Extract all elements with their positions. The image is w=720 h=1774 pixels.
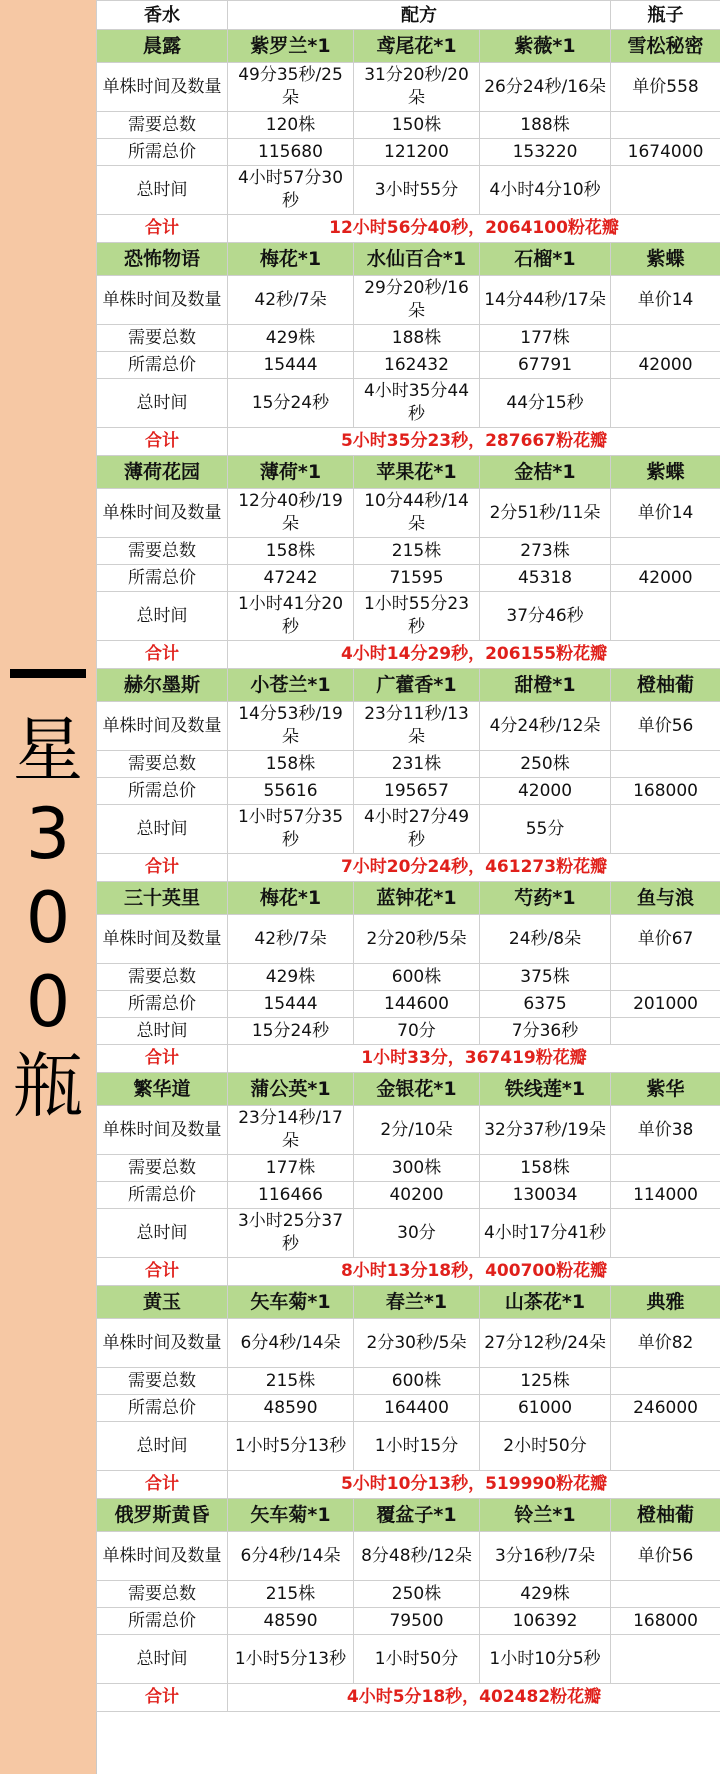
value-cell: 115680 <box>228 139 354 166</box>
recipe-total-row <box>97 854 720 882</box>
total-label: 合计 <box>97 854 228 882</box>
total-price-row <box>97 139 720 166</box>
value-cell: 单价82 <box>611 1319 720 1368</box>
value-cell: 3分16秒/7朵 <box>480 1532 611 1581</box>
value-cell: 40200 <box>354 1182 480 1209</box>
bottle-name: 雪松秘密 <box>611 30 720 63</box>
value-cell: 单价56 <box>611 1532 720 1581</box>
value-cell <box>611 1635 720 1684</box>
value-cell: 1674000 <box>611 139 720 166</box>
row-label: 所需总价 <box>97 1608 228 1635</box>
row-label: 总时间 <box>97 1422 228 1471</box>
value-cell: 153220 <box>480 139 611 166</box>
value-cell: 7分36秒 <box>480 1018 611 1045</box>
row-label: 所需总价 <box>97 139 228 166</box>
value-cell: 27分12秒/24朵 <box>480 1319 611 1368</box>
total-time-row <box>97 379 720 428</box>
value-cell: 273株 <box>480 538 611 565</box>
value-cell: 201000 <box>611 991 720 1018</box>
value-cell: 31分20秒/20朵 <box>354 63 480 112</box>
value-cell <box>611 1155 720 1182</box>
value-cell: 37分46秒 <box>480 592 611 641</box>
value-cell: 6分4秒/14朵 <box>228 1319 354 1368</box>
flower-ingredient: 矢车菊*1 <box>228 1286 354 1319</box>
flower-ingredient: 梅花*1 <box>228 882 354 915</box>
row-label: 需要总数 <box>97 751 228 778</box>
value-cell: 6375 <box>480 991 611 1018</box>
row-label: 总时间 <box>97 1209 228 1258</box>
total-count-row <box>97 538 720 565</box>
value-cell: 29分20秒/16朵 <box>354 276 480 325</box>
row-label: 需要总数 <box>97 1368 228 1395</box>
value-cell: 188株 <box>354 325 480 352</box>
value-cell: 14分53秒/19朵 <box>228 702 354 751</box>
side-title-banner <box>0 0 97 1774</box>
value-cell <box>611 166 720 215</box>
row-label: 单株时间及数量 <box>97 915 228 964</box>
side-title-char: 瓶 <box>13 1044 83 1127</box>
value-cell: 215株 <box>354 538 480 565</box>
value-cell: 1小时41分20秒 <box>228 592 354 641</box>
value-cell: 250株 <box>480 751 611 778</box>
row-label: 所需总价 <box>97 565 228 592</box>
value-cell: 44分15秒 <box>480 379 611 428</box>
value-cell: 300株 <box>354 1155 480 1182</box>
value-cell: 24秒/8朵 <box>480 915 611 964</box>
total-label: 合计 <box>97 1471 228 1499</box>
value-cell: 250株 <box>354 1581 480 1608</box>
value-cell: 单价56 <box>611 702 720 751</box>
value-cell <box>611 1368 720 1395</box>
total-summary: 1小时33分，367419粉花瓣 <box>228 1045 720 1073</box>
value-cell: 177株 <box>480 325 611 352</box>
row-label: 总时间 <box>97 1018 228 1045</box>
recipe-title-row <box>97 30 720 63</box>
recipe-total-row <box>97 1684 720 1712</box>
total-count-row <box>97 964 720 991</box>
total-summary: 8小时13分18秒，400700粉花瓣 <box>228 1258 720 1286</box>
recipe-table <box>96 0 720 1712</box>
value-cell: 429株 <box>228 325 354 352</box>
total-count-row <box>97 112 720 139</box>
bottle-name: 典雅 <box>611 1286 720 1319</box>
total-label: 合计 <box>97 1045 228 1073</box>
value-cell: 168000 <box>611 1608 720 1635</box>
value-cell: 23分11秒/13朵 <box>354 702 480 751</box>
total-summary: 7小时20分24秒，461273粉花瓣 <box>228 854 720 882</box>
value-cell: 177株 <box>228 1155 354 1182</box>
perfume-name: 俄罗斯黄昏 <box>97 1499 228 1532</box>
total-summary: 5小时35分23秒，287667粉花瓣 <box>228 428 720 456</box>
value-cell: 26分24秒/16朵 <box>480 63 611 112</box>
header-recipe: 配方 <box>228 1 611 30</box>
value-cell: 4小时17分41秒 <box>480 1209 611 1258</box>
row-label: 需要总数 <box>97 964 228 991</box>
recipe-total-row <box>97 1258 720 1286</box>
row-label: 总时间 <box>97 1635 228 1684</box>
value-cell: 23分14秒/17朵 <box>228 1106 354 1155</box>
value-cell: 15分24秒 <box>228 1018 354 1045</box>
value-cell: 1小时10分5秒 <box>480 1635 611 1684</box>
value-cell: 32分37秒/19朵 <box>480 1106 611 1155</box>
value-cell: 2分51秒/11朵 <box>480 489 611 538</box>
row-label: 所需总价 <box>97 778 228 805</box>
unit-time-row <box>97 63 720 112</box>
row-label: 单株时间及数量 <box>97 1532 228 1581</box>
value-cell: 79500 <box>354 1608 480 1635</box>
flower-ingredient: 小苍兰*1 <box>228 669 354 702</box>
value-cell: 单价558 <box>611 63 720 112</box>
row-label: 所需总价 <box>97 1395 228 1422</box>
value-cell: 30分 <box>354 1209 480 1258</box>
recipe-total-row <box>97 641 720 669</box>
recipe-table-container <box>96 0 720 1712</box>
flower-ingredient: 蒲公英*1 <box>228 1073 354 1106</box>
value-cell: 429株 <box>228 964 354 991</box>
value-cell: 164400 <box>354 1395 480 1422</box>
value-cell <box>611 112 720 139</box>
recipe-title-row <box>97 882 720 915</box>
recipe-title-row <box>97 243 720 276</box>
bottle-name: 紫华 <box>611 1073 720 1106</box>
side-title-char: 0 <box>25 876 71 959</box>
value-cell: 单价38 <box>611 1106 720 1155</box>
recipe-title-row <box>97 1499 720 1532</box>
value-cell: 4小时57分30秒 <box>228 166 354 215</box>
total-time-row <box>97 1018 720 1045</box>
total-summary: 5小时10分13秒，519990粉花瓣 <box>228 1471 720 1499</box>
recipe-total-row <box>97 1045 720 1073</box>
value-cell: 42秒/7朵 <box>228 276 354 325</box>
recipe-total-row <box>97 428 720 456</box>
value-cell: 单价67 <box>611 915 720 964</box>
flower-ingredient: 梅花*1 <box>228 243 354 276</box>
value-cell: 231株 <box>354 751 480 778</box>
total-label: 合计 <box>97 215 228 243</box>
row-label: 需要总数 <box>97 538 228 565</box>
flower-ingredient: 广藿香*1 <box>354 669 480 702</box>
value-cell: 8分48秒/12朵 <box>354 1532 480 1581</box>
total-time-row <box>97 1422 720 1471</box>
value-cell <box>611 1422 720 1471</box>
total-count-row <box>97 1368 720 1395</box>
value-cell: 1小时50分 <box>354 1635 480 1684</box>
recipe-total-row <box>97 215 720 243</box>
value-cell: 6分4秒/14朵 <box>228 1532 354 1581</box>
value-cell <box>611 805 720 854</box>
total-price-row <box>97 352 720 379</box>
value-cell: 1小时57分35秒 <box>228 805 354 854</box>
value-cell: 158株 <box>228 751 354 778</box>
perfume-name: 恐怖物语 <box>97 243 228 276</box>
value-cell: 158株 <box>480 1155 611 1182</box>
value-cell: 70分 <box>354 1018 480 1045</box>
value-cell: 47242 <box>228 565 354 592</box>
perfume-name: 赫尔墨斯 <box>97 669 228 702</box>
value-cell: 375株 <box>480 964 611 991</box>
value-cell: 130034 <box>480 1182 611 1209</box>
unit-time-row <box>97 915 720 964</box>
row-label: 需要总数 <box>97 325 228 352</box>
bottle-name: 橙柚葡 <box>611 1499 720 1532</box>
perfume-name: 三十英里 <box>97 882 228 915</box>
total-price-row <box>97 1608 720 1635</box>
value-cell: 10分44秒/14朵 <box>354 489 480 538</box>
total-price-row <box>97 778 720 805</box>
total-label: 合计 <box>97 1258 228 1286</box>
total-count-row <box>97 1155 720 1182</box>
flower-ingredient: 春兰*1 <box>354 1286 480 1319</box>
recipe-table-body <box>97 1 720 1712</box>
row-label: 总时间 <box>97 379 228 428</box>
bottle-name: 紫蝶 <box>611 456 720 489</box>
row-label: 所需总价 <box>97 991 228 1018</box>
header-row <box>97 1 720 30</box>
value-cell: 14分44秒/17朵 <box>480 276 611 325</box>
flower-ingredient: 矢车菊*1 <box>228 1499 354 1532</box>
total-count-row <box>97 1581 720 1608</box>
value-cell: 2分20秒/5朵 <box>354 915 480 964</box>
value-cell: 3小时25分37秒 <box>228 1209 354 1258</box>
row-label: 需要总数 <box>97 112 228 139</box>
flower-ingredient: 鸢尾花*1 <box>354 30 480 63</box>
value-cell <box>611 1018 720 1045</box>
flower-ingredient: 薄荷*1 <box>228 456 354 489</box>
value-cell: 42000 <box>480 778 611 805</box>
perfume-name: 繁华道 <box>97 1073 228 1106</box>
row-label: 所需总价 <box>97 352 228 379</box>
bottle-name: 橙柚葡 <box>611 669 720 702</box>
value-cell <box>611 1581 720 1608</box>
header-bottle: 瓶子 <box>611 1 720 30</box>
row-label: 单株时间及数量 <box>97 489 228 538</box>
flower-ingredient: 石榴*1 <box>480 243 611 276</box>
side-title-char: 0 <box>25 960 71 1043</box>
value-cell: 150株 <box>354 112 480 139</box>
value-cell: 12分40秒/19朵 <box>228 489 354 538</box>
value-cell: 121200 <box>354 139 480 166</box>
flower-ingredient: 芍药*1 <box>480 882 611 915</box>
value-cell: 429株 <box>480 1581 611 1608</box>
total-summary: 4小时5分18秒，402482粉花瓣 <box>228 1684 720 1712</box>
header-perfume: 香水 <box>97 1 228 30</box>
total-price-row <box>97 1182 720 1209</box>
perfume-name: 黄玉 <box>97 1286 228 1319</box>
total-price-row <box>97 565 720 592</box>
total-count-row <box>97 751 720 778</box>
unit-time-row <box>97 1106 720 1155</box>
value-cell: 45318 <box>480 565 611 592</box>
value-cell: 单价14 <box>611 489 720 538</box>
value-cell: 116466 <box>228 1182 354 1209</box>
value-cell: 67791 <box>480 352 611 379</box>
bottle-name: 鱼与浪 <box>611 882 720 915</box>
value-cell: 61000 <box>480 1395 611 1422</box>
row-label: 需要总数 <box>97 1581 228 1608</box>
value-cell: 188株 <box>480 112 611 139</box>
value-cell: 48590 <box>228 1608 354 1635</box>
value-cell: 1小时55分23秒 <box>354 592 480 641</box>
total-time-row <box>97 592 720 641</box>
value-cell: 2分/10朵 <box>354 1106 480 1155</box>
value-cell <box>611 538 720 565</box>
value-cell: 1小时5分13秒 <box>228 1422 354 1471</box>
perfume-name: 薄荷花园 <box>97 456 228 489</box>
row-label: 总时间 <box>97 805 228 854</box>
value-cell: 120株 <box>228 112 354 139</box>
unit-time-row <box>97 489 720 538</box>
unit-time-row <box>97 276 720 325</box>
value-cell: 单价14 <box>611 276 720 325</box>
row-label: 总时间 <box>97 592 228 641</box>
unit-time-row <box>97 1319 720 1368</box>
total-price-row <box>97 1395 720 1422</box>
total-time-row <box>97 805 720 854</box>
row-label: 单株时间及数量 <box>97 63 228 112</box>
value-cell: 168000 <box>611 778 720 805</box>
value-cell: 144600 <box>354 991 480 1018</box>
value-cell: 42000 <box>611 565 720 592</box>
value-cell: 2分30秒/5朵 <box>354 1319 480 1368</box>
total-time-row <box>97 1209 720 1258</box>
value-cell <box>611 964 720 991</box>
value-cell: 1小时5分13秒 <box>228 1635 354 1684</box>
recipe-title-row <box>97 1286 720 1319</box>
flower-ingredient: 蓝钟花*1 <box>354 882 480 915</box>
value-cell: 106392 <box>480 1608 611 1635</box>
value-cell <box>611 592 720 641</box>
row-label: 单株时间及数量 <box>97 1106 228 1155</box>
total-time-row <box>97 1635 720 1684</box>
value-cell: 2小时50分 <box>480 1422 611 1471</box>
flower-ingredient: 覆盆子*1 <box>354 1499 480 1532</box>
value-cell: 3小时55分 <box>354 166 480 215</box>
flower-ingredient: 紫薇*1 <box>480 30 611 63</box>
side-title-char: 星 <box>13 708 83 791</box>
value-cell: 4小时27分49秒 <box>354 805 480 854</box>
value-cell: 114000 <box>611 1182 720 1209</box>
value-cell <box>611 379 720 428</box>
value-cell: 4小时4分10秒 <box>480 166 611 215</box>
value-cell: 158株 <box>228 538 354 565</box>
value-cell: 195657 <box>354 778 480 805</box>
bottle-name: 紫蝶 <box>611 243 720 276</box>
total-summary: 12小时56分40秒，2064100粉花瓣 <box>228 215 720 243</box>
unit-time-row <box>97 1532 720 1581</box>
flower-ingredient: 铃兰*1 <box>480 1499 611 1532</box>
value-cell: 42000 <box>611 352 720 379</box>
value-cell: 42秒/7朵 <box>228 915 354 964</box>
value-cell: 55分 <box>480 805 611 854</box>
value-cell: 215株 <box>228 1581 354 1608</box>
total-label: 合计 <box>97 428 228 456</box>
row-label: 总时间 <box>97 166 228 215</box>
recipe-title-row <box>97 456 720 489</box>
value-cell: 1小时15分 <box>354 1422 480 1471</box>
value-cell: 162432 <box>354 352 480 379</box>
total-count-row <box>97 325 720 352</box>
value-cell: 48590 <box>228 1395 354 1422</box>
flower-ingredient: 山茶花*1 <box>480 1286 611 1319</box>
value-cell: 4小时35分44秒 <box>354 379 480 428</box>
row-label: 单株时间及数量 <box>97 702 228 751</box>
value-cell <box>611 751 720 778</box>
total-price-row <box>97 991 720 1018</box>
value-cell: 246000 <box>611 1395 720 1422</box>
flower-ingredient: 紫罗兰*1 <box>228 30 354 63</box>
value-cell: 15分24秒 <box>228 379 354 428</box>
row-label: 所需总价 <box>97 1182 228 1209</box>
flower-ingredient: 苹果花*1 <box>354 456 480 489</box>
flower-ingredient: 铁线莲*1 <box>480 1073 611 1106</box>
value-cell: 4分24秒/12朵 <box>480 702 611 751</box>
total-label: 合计 <box>97 1684 228 1712</box>
total-summary: 4小时14分29秒，206155粉花瓣 <box>228 641 720 669</box>
side-title-char-yi <box>10 669 86 678</box>
value-cell: 600株 <box>354 1368 480 1395</box>
flower-ingredient: 甜橙*1 <box>480 669 611 702</box>
value-cell <box>611 325 720 352</box>
value-cell <box>611 1209 720 1258</box>
value-cell: 15444 <box>228 991 354 1018</box>
value-cell: 49分35秒/25朵 <box>228 63 354 112</box>
recipe-title-row <box>97 669 720 702</box>
recipe-total-row <box>97 1471 720 1499</box>
flower-ingredient: 水仙百合*1 <box>354 243 480 276</box>
value-cell: 215株 <box>228 1368 354 1395</box>
recipe-title-row <box>97 1073 720 1106</box>
total-label: 合计 <box>97 641 228 669</box>
flower-ingredient: 金桔*1 <box>480 456 611 489</box>
value-cell: 125株 <box>480 1368 611 1395</box>
row-label: 单株时间及数量 <box>97 1319 228 1368</box>
value-cell: 55616 <box>228 778 354 805</box>
side-title-char: 3 <box>25 792 71 875</box>
row-label: 单株时间及数量 <box>97 276 228 325</box>
flower-ingredient: 金银花*1 <box>354 1073 480 1106</box>
row-label: 需要总数 <box>97 1155 228 1182</box>
value-cell: 71595 <box>354 565 480 592</box>
value-cell: 600株 <box>354 964 480 991</box>
value-cell: 15444 <box>228 352 354 379</box>
perfume-name: 晨露 <box>97 30 228 63</box>
total-time-row <box>97 166 720 215</box>
unit-time-row <box>97 702 720 751</box>
